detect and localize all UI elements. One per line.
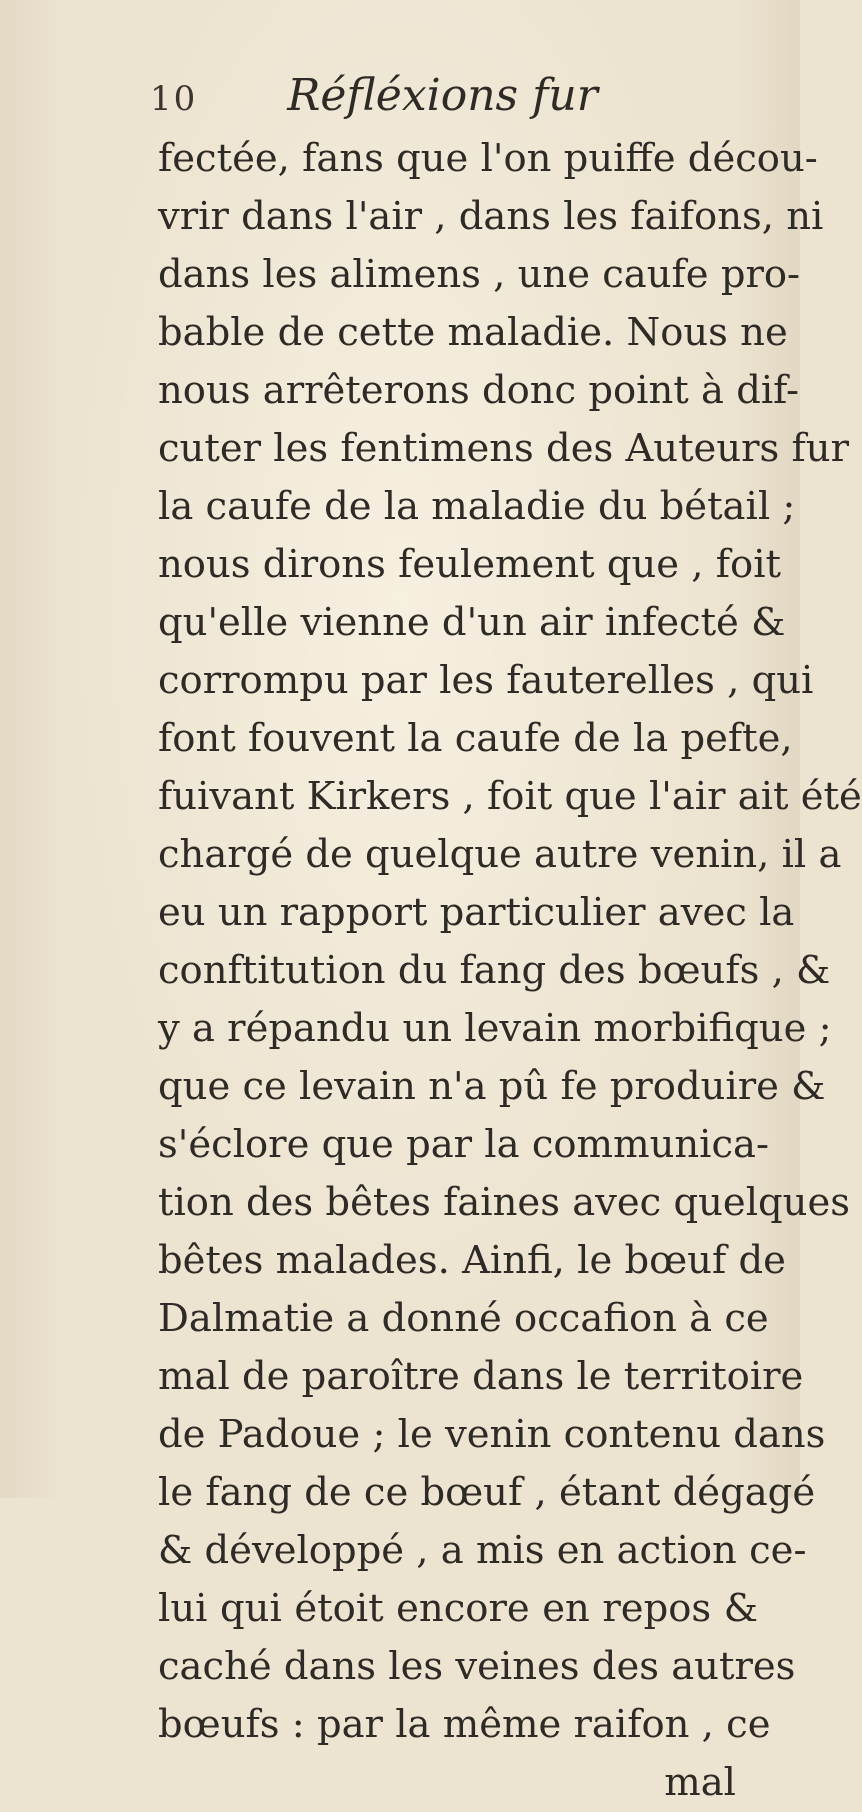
text-line: cuter les fentimens des Auteurs fur (158, 426, 849, 471)
text-line: nous arrêterons donc point à dif- (158, 368, 800, 413)
text-line: fectée, fans que l'on puiffe décou- (158, 136, 818, 181)
text-line: tion des bêtes faines avec quelques (158, 1180, 851, 1225)
text-line: conftitution du fang des bœufs , & (158, 948, 831, 993)
text-line: bêtes malades. Ainfi, le bœuf de (158, 1238, 786, 1283)
text-line: nous dirons feulement que , foit (158, 542, 781, 587)
text-line: & développé , a mis en action ce- (158, 1528, 807, 1573)
text-line: fuivant Kirkers , foit que l'air ait été (158, 774, 862, 819)
text-line: corrompu par les fauterelles , qui (158, 658, 814, 703)
text-line: bœufs : par la même raifon , ce (158, 1702, 771, 1747)
running-head: Réfléxions fur (287, 70, 598, 121)
catchword: mal (664, 1760, 736, 1805)
text-line: vrir dans l'air , dans les faifons, ni (158, 194, 824, 239)
text-line: dans les alimens , une caufe pro- (158, 252, 801, 297)
text-line: de Padoue ; le venin contenu dans (158, 1412, 826, 1457)
page-number: 10 (150, 79, 198, 119)
body-text (158, 130, 862, 1812)
text-line: s'éclore que par la communica- (158, 1122, 769, 1167)
text-line: mal de paroître dans le territoire (158, 1354, 804, 1399)
page-header (150, 70, 750, 130)
text-line: caché dans les veines des autres (158, 1644, 796, 1689)
text-line: lui qui étoit encore en repos & (158, 1586, 758, 1631)
text-line: font fouvent la caufe de la pefte, (158, 716, 793, 761)
text-line: le fang de ce bœuf , étant dégagé (158, 1470, 816, 1515)
text-line: Dalmatie a donné occafion à ce (158, 1296, 769, 1341)
text-line: y a répandu un levain morbifique ; (158, 1006, 832, 1051)
text-line: qu'elle vienne d'un air infecté & (158, 600, 786, 645)
text-line: la caufe de la maladie du bétail ; (158, 484, 796, 529)
text-line: chargé de quelque autre venin, il a (158, 832, 842, 877)
text-line: eu un rapport particulier avec la (158, 890, 795, 935)
text-line: que ce levain n'a pû fe produire & (158, 1064, 826, 1109)
text-line: bable de cette maladie. Nous ne (158, 310, 788, 355)
